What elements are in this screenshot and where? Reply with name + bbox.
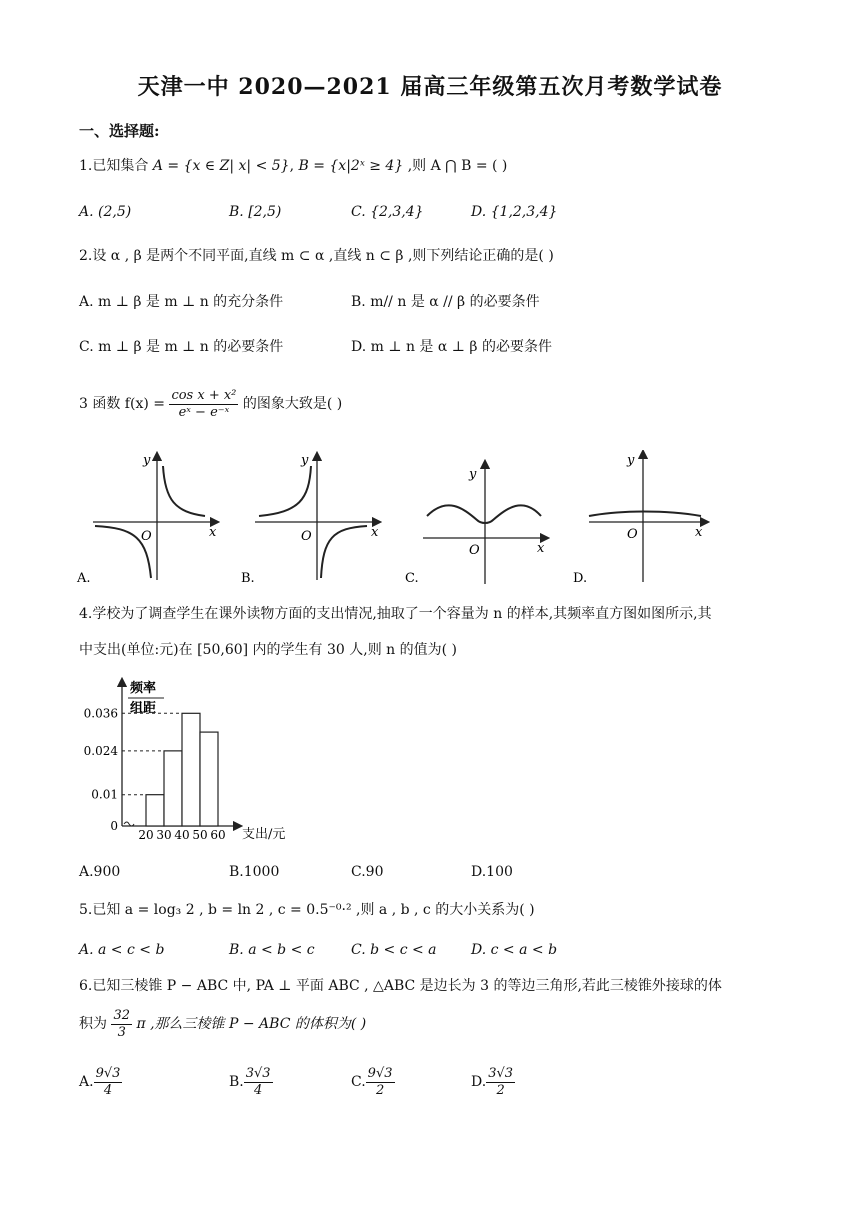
q2-option-d: D. m ⊥ n 是 α ⊥ β 的必要条件	[351, 339, 552, 355]
q5-option-c: C. b < c < a	[351, 942, 437, 958]
q6-option-d-label: D.	[471, 1074, 487, 1090]
q4-option-c: C.90	[351, 864, 384, 880]
q3-denominator: eˣ − e⁻ˣ	[178, 404, 230, 420]
graph-c-x-label: x	[537, 541, 545, 556]
q5-option-a: A. a < c < b	[79, 942, 165, 958]
graph-d-origin: O	[627, 527, 638, 542]
graph-a-x-label: x	[209, 525, 217, 540]
q1-set-a: A = {x ∈ Z| x| < 5}	[152, 158, 290, 174]
question-6-line-2	[79, 1004, 366, 1044]
histogram-bar	[146, 795, 164, 826]
q6-option-b-label: B.	[229, 1074, 244, 1090]
graph-b-label: B.	[241, 571, 255, 586]
graph-d-x-label: x	[695, 525, 703, 540]
q6-option-c-numerator: 9√3	[367, 1065, 393, 1081]
q6-volume-denominator: 3	[117, 1024, 126, 1040]
q4-option-d: D.100	[471, 864, 513, 880]
histogram-xlabel: 支出/元	[242, 827, 286, 842]
graph-b-x-label: x	[371, 525, 379, 540]
histogram-x-tick-label: 50	[192, 828, 208, 842]
q6-option-a-numerator: 9√3	[95, 1065, 121, 1081]
q6-line2-lead: 积为	[79, 1016, 107, 1032]
q6-option-c	[351, 1062, 395, 1102]
q3-lead: 3 函数 f(x) =	[79, 396, 165, 412]
graph-c-curve	[427, 505, 541, 523]
histogram-ylabel-top: 频率	[130, 681, 157, 696]
question-1-stem	[79, 156, 507, 176]
q4-option-a: A.900	[79, 864, 121, 880]
q1-lead: 1.已知集合	[79, 158, 149, 174]
graph-d-y-label: y	[627, 453, 635, 468]
section-heading: 一、选择题:	[79, 122, 160, 140]
graph-a	[76, 453, 217, 586]
histogram-bar	[164, 751, 182, 826]
q6-option-d-fraction	[486, 1066, 515, 1099]
graph-c	[405, 464, 545, 586]
q6-option-d-numerator: 3√3	[488, 1065, 514, 1081]
q6-option-b-fraction	[244, 1066, 273, 1099]
histogram-x-tick-label: 30	[156, 828, 172, 842]
histogram-y-tick-label: 0.024	[83, 743, 118, 758]
histogram-y-tick-label: 0.01	[91, 787, 118, 802]
graph-c-label: C.	[405, 571, 419, 586]
graph-d-curve	[589, 512, 701, 517]
q6-volume-numerator: 32	[113, 1007, 130, 1023]
q5-option-b: B. a < b < c	[229, 942, 315, 958]
q3-graphs	[75, 450, 715, 588]
graph-a-origin: O	[141, 529, 152, 544]
histogram-y-tick-label: 0	[110, 819, 118, 833]
q6-option-b	[229, 1062, 273, 1102]
question-2-stem: 2.设 α , β 是两个不同平面,直线 m ⊂ α ,直线 n ⊂ β ,则下列结论正确的是( )	[79, 248, 554, 264]
graph-b-origin: O	[301, 529, 312, 544]
q1-option-b: B. [2,5)	[229, 204, 282, 220]
q2-option-c: C. m ⊥ β 是 m ⊥ n 的必要条件	[79, 339, 284, 355]
histogram-x-tick-label: 60	[210, 828, 226, 842]
histogram-bar	[200, 732, 218, 826]
q1-option-c: C. {2,3,4}	[351, 204, 424, 220]
graph-b	[241, 453, 379, 586]
q6-option-c-denominator: 2	[375, 1082, 385, 1098]
q1-option-d: D. {1,2,3,4}	[471, 204, 558, 220]
histogram-ylabel-bottom: 组距	[130, 701, 157, 716]
graph-a-label: A.	[77, 571, 91, 586]
graph-d	[573, 453, 705, 586]
q5-option-d: D. c < a < b	[471, 942, 558, 958]
q6-option-a	[79, 1062, 122, 1102]
graph-a-curve-right	[163, 466, 205, 516]
histogram-chart	[78, 674, 308, 848]
histogram-bar	[182, 713, 200, 826]
q6-option-c-label: C.	[351, 1074, 366, 1090]
q1-option-a: A. (2,5)	[79, 204, 132, 220]
q4-option-b: B.1000	[229, 864, 280, 880]
graph-b-curve-right	[321, 526, 367, 578]
histogram-y-tick-label: 0.036	[83, 706, 118, 721]
q6-line2-tail: π ,那么三棱锥 P − ABC 的体积为( )	[136, 1016, 367, 1032]
q3-numerator: cos x + x²	[171, 387, 237, 403]
graph-d-label: D.	[573, 571, 588, 586]
question-5-stem: 5.已知 a = log₃ 2 , b = ln 2 , c = 0.5⁻⁰·² ,则 a , b , c 的大小关系为( )	[79, 902, 535, 918]
q2-option-b: B. m// n 是 α // β 的必要条件	[351, 294, 540, 310]
q6-option-c-fraction	[366, 1066, 395, 1099]
graph-c-y-label: y	[469, 467, 477, 482]
question-4-line-1: 4.学校为了调查学生在课外读物方面的支出情况,抽取了一个容量为 n 的样本,其频率直方图如图所示,其	[79, 606, 712, 622]
q3-fraction	[169, 388, 238, 421]
q6-option-d	[471, 1062, 515, 1102]
exam-title: 天津一中 2020—2021 届高三年级第五次月考数学试卷	[137, 74, 723, 100]
q2-option-a: A. m ⊥ β 是 m ⊥ n 的充分条件	[79, 294, 284, 310]
q1-set-b: B = {x|2ˣ ≥ 4}	[298, 158, 404, 174]
q6-option-b-numerator: 3√3	[245, 1065, 271, 1081]
histogram-x-tick-label: 20	[138, 828, 154, 842]
q1-ask: ,则 A ⋂ B = ( )	[407, 158, 508, 174]
q6-volume-fraction	[111, 1008, 132, 1041]
q6-option-a-label: A.	[79, 1074, 94, 1090]
histogram-x-tick-label: 40	[174, 828, 190, 842]
q6-option-a-fraction	[94, 1066, 123, 1099]
graph-b-y-label: y	[301, 453, 309, 468]
question-4-line-2: 中支出(单位:元)在 [50,60] 内的学生有 30 人,则 n 的值为( )	[79, 642, 457, 658]
q6-option-d-denominator: 2	[496, 1082, 505, 1098]
question-6-line-1: 6.已知三棱锥 P − ABC 中, PA ⊥ 平面 ABC , △ABC 是边长为 3 的等边三角形,若此三棱锥外接球的体	[79, 978, 722, 994]
graph-b-curve-left	[259, 466, 311, 516]
graph-a-y-label: y	[143, 453, 151, 468]
q6-option-a-denominator: 4	[103, 1082, 113, 1098]
q1-sep: ,	[289, 158, 295, 174]
q6-option-b-denominator: 4	[254, 1082, 263, 1098]
q3-tail: 的图象大致是( )	[242, 396, 343, 412]
graph-c-origin: O	[469, 543, 480, 558]
question-3-stem	[79, 384, 342, 424]
